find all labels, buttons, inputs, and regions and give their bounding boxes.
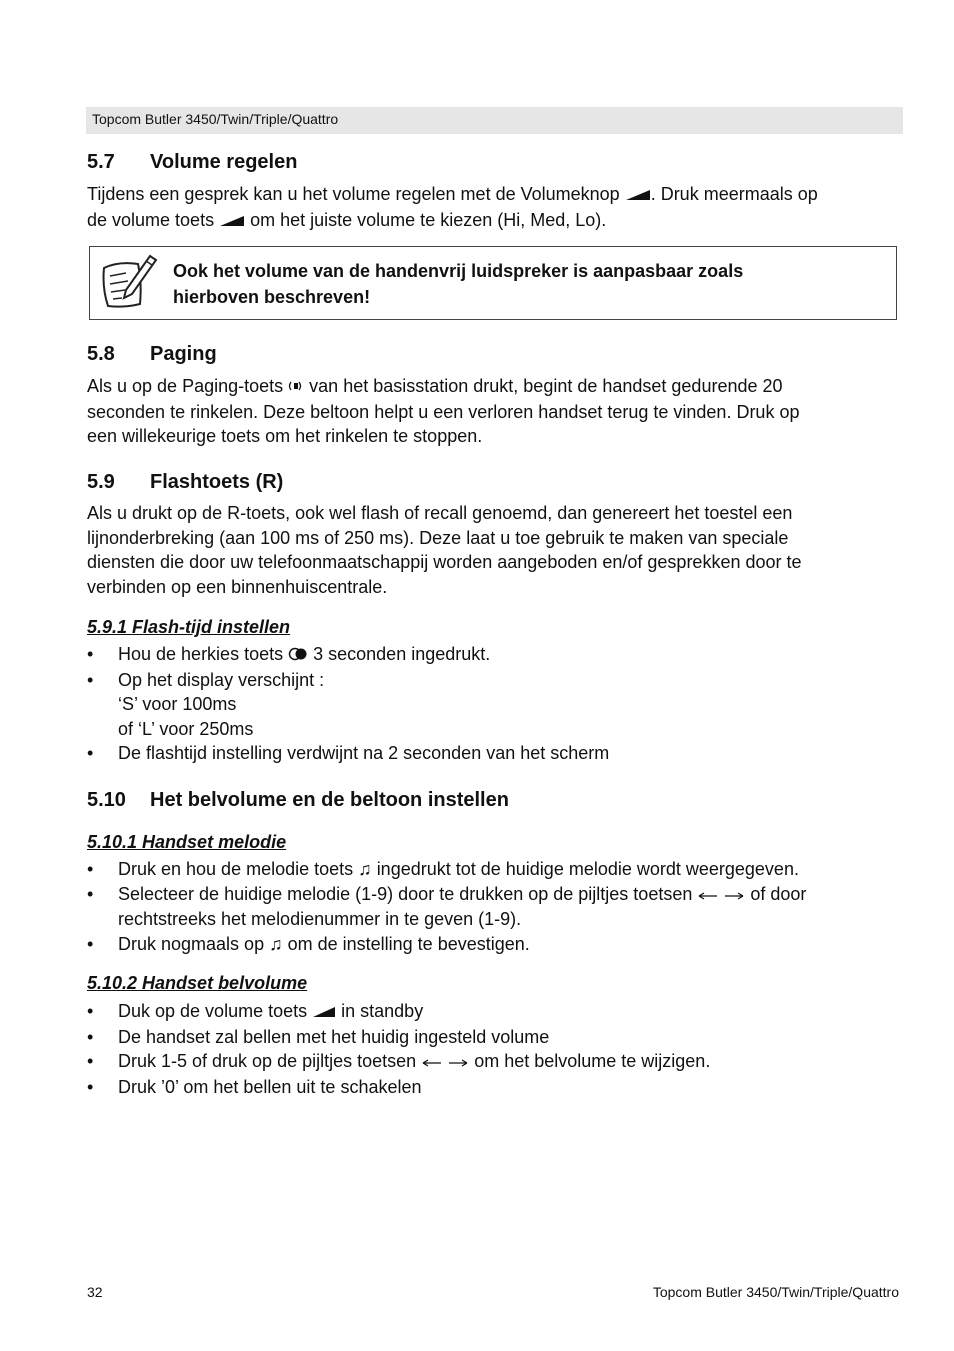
page-number: 32	[87, 1284, 103, 1300]
belvolume-list	[87, 999, 899, 1099]
note-text: Ook het volume van de handenvrij luidspreker is aanpasbaar zoals hierboven beschreven!	[173, 261, 744, 307]
list-item: • Hou de herkies toets 3 seconden ingedrukt.	[87, 642, 899, 668]
section-5-8-text: Als u op de Paging-toets van het basisstation drukt, begint de handset gedurende 20 seconden te rinkelen. Deze beltoon helpt u een verloren handset terug te vinden. Druk op een willekeurige toets om het rinkelen te stoppen.	[87, 376, 800, 447]
arrow-keys-icon	[697, 883, 745, 908]
volume-icon	[219, 209, 245, 234]
note-box	[89, 246, 897, 320]
section-5-10-heading: 5.10 Het belvolume en de beltoon instellen	[87, 789, 509, 811]
music-note-icon: ♫	[269, 933, 283, 954]
running-header	[86, 107, 903, 134]
music-note-icon: ♫	[358, 859, 372, 879]
volume-icon	[625, 183, 651, 208]
subsection-5-10-2-heading: 5.10.2 Handset belvolume	[87, 973, 308, 993]
list-item: • De handset zal bellen met het huidig ingesteld volume	[87, 1026, 550, 1047]
list-item: • Druk en hou de melodie toets ♫ ingedrukt tot de huidige melodie wordt weergegeven.	[87, 859, 799, 879]
list-item: • Duk op de volume toets in standby	[87, 999, 899, 1025]
list-item: • Selecteer de huidige melodie (1-9) door te drukken op de pijltjes toetsen of door rechtstreeks het melodienummer in te geven (1-9).	[87, 883, 807, 930]
subsection-5-9-1-heading: 5.9.1 Flash-tijd instellen	[87, 617, 291, 637]
volume-icon	[312, 1000, 336, 1025]
redial-icon	[288, 643, 308, 668]
list-item: • Op het display verschijnt : ‘S’ voor 100ms of ‘L’ voor 250ms	[87, 669, 325, 739]
list-item: • Druk 1-5 of druk op de pijltjes toetsen om het belvolume te wijzigen.	[87, 1049, 899, 1075]
section-5-7-heading: 5.7 Volume regelen	[87, 151, 298, 173]
footer-title: Topcom Butler 3450/Twin/Triple/Quattro	[652, 1284, 899, 1300]
section-5-8-heading: 5.8 Paging	[87, 343, 217, 365]
list-item: • Druk ’0’ om het bellen uit te schakelen	[87, 1076, 422, 1097]
note-pencil-icon	[98, 252, 160, 319]
paging-icon	[288, 375, 304, 400]
subsection-5-10-1-heading: 5.10.1 Handset melodie	[87, 832, 287, 852]
section-5-9-heading: 5.9 Flashtoets (R)	[87, 471, 284, 493]
arrow-keys-icon	[421, 1050, 469, 1075]
header-title: Topcom Butler 3450/Twin/Triple/Quattro	[92, 111, 339, 127]
list-item: • De flashtijd instelling verdwijnt na 2 seconden van het scherm	[87, 743, 610, 764]
flash-list	[87, 642, 899, 766]
section-5-7-text: Tijdens een gesprek kan u het volume regelen met de Volumeknop . Druk meermaals op de volume toets om het juiste volume te kiezen (Hi, Med, Lo).	[87, 182, 899, 233]
list-item: • Druk nogmaals op ♫ om de instelling te bevestigen.	[87, 933, 530, 954]
melody-list	[87, 857, 899, 956]
section-5-9-text: Als u drukt op de R-toets, ook wel flash of recall genoemd, dan genereert het toestel een lijnonderbreking (aan 100 ms of 250 ms). Deze laat u toe gebruik te maken van speciale diensten die door uw telefoonmaatschappij worden aangeboden en/of gesprekken door te verbinden op een binnenhuiscentrale.	[87, 503, 802, 597]
